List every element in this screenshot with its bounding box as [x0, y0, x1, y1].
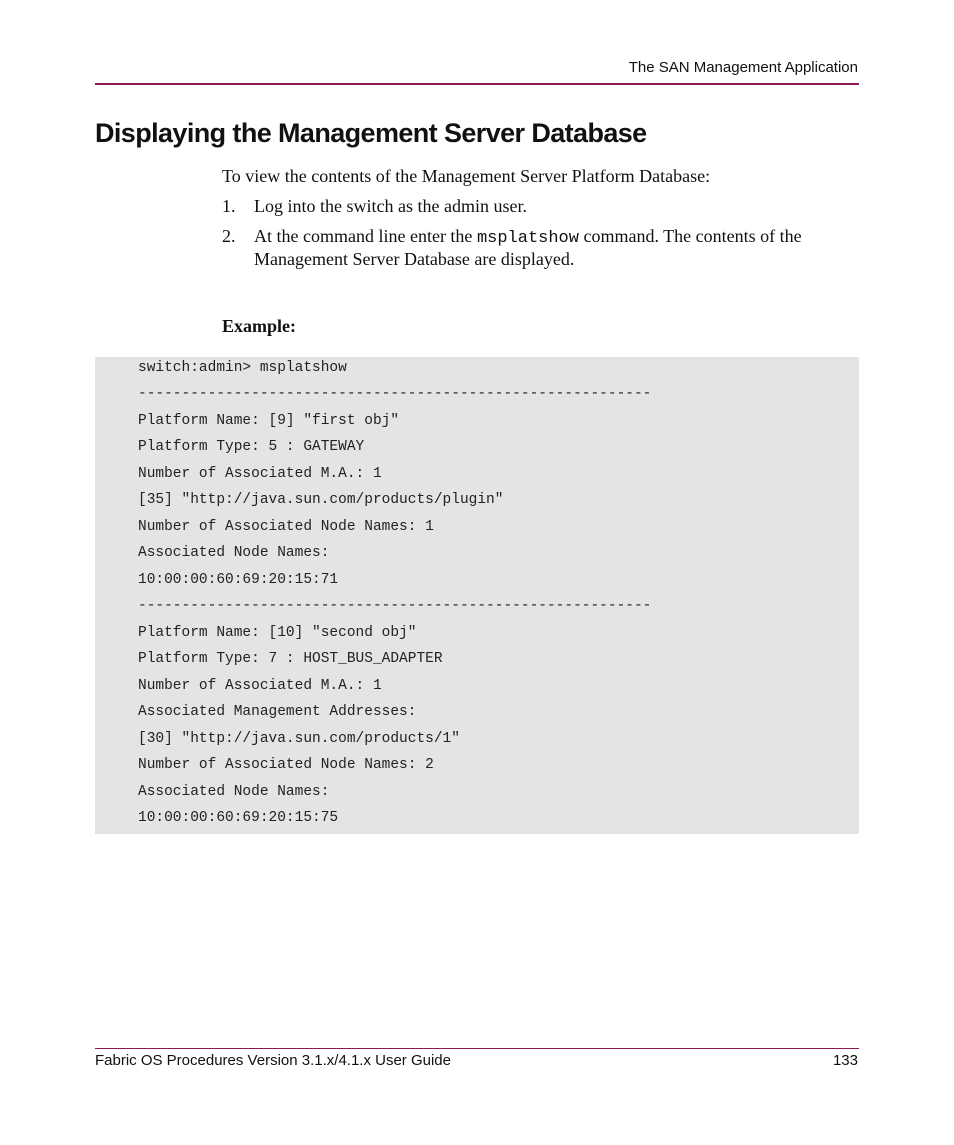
- step-text: Log into the switch as the admin user.: [254, 196, 527, 216]
- example-label: Example:: [222, 316, 296, 336]
- running-header: The SAN Management Application: [628, 59, 858, 76]
- intro-paragraph: To view the contents of the Management Server Platform Database:: [222, 166, 711, 186]
- code-line: Platform Name: [9] "first obj": [138, 413, 400, 429]
- header-rule: [95, 83, 859, 85]
- code-line: Number of Associated Node Names: 1: [138, 519, 434, 535]
- step-text-after: command. The contents of the Management Server Database are displayed.: [254, 226, 802, 269]
- code-line: [35] "http://java.sun.com/products/plugin": [138, 492, 504, 508]
- code-line: Associated Management Addresses:: [138, 704, 417, 720]
- code-line: -----------------------------------------------------------: [138, 386, 652, 402]
- code-line: Number of Associated M.A.: 1: [138, 678, 382, 694]
- code-line: Platform Name: [10] "second obj": [138, 625, 417, 641]
- code-line: Associated Node Names:: [138, 784, 330, 800]
- section-title: Displaying the Management Server Database: [95, 118, 647, 148]
- code-line: Number of Associated M.A.: 1: [138, 466, 382, 482]
- code-line: switch:admin> msplatshow: [138, 360, 347, 376]
- code-line: Number of Associated Node Names: 2: [138, 757, 434, 773]
- code-line: Platform Type: 5 : GATEWAY: [138, 439, 365, 455]
- command-name: msplatshow: [476, 229, 579, 248]
- step-1: [222, 196, 862, 217]
- step-text-before: At the command line enter the: [254, 226, 477, 246]
- code-line: 10:00:00:60:69:20:15:71: [138, 572, 339, 588]
- page-number: 133: [832, 1052, 858, 1069]
- step-number: 1.: [222, 196, 236, 216]
- code-line: 10:00:00:60:69:20:15:75: [138, 810, 339, 826]
- footer-guide-title: Fabric OS Procedures Version 3.1.x/4.1.x User Guide: [95, 1052, 451, 1069]
- footer-rule: [95, 1048, 859, 1049]
- code-line: [30] "http://java.sun.com/products/1": [138, 731, 460, 747]
- step-number: 2.: [222, 226, 236, 246]
- code-example: [95, 357, 859, 834]
- procedure-steps: [222, 196, 862, 279]
- code-line: -----------------------------------------------------------: [138, 598, 652, 614]
- code-line: Platform Type: 7 : HOST_BUS_ADAPTER: [138, 651, 443, 667]
- code-line: Associated Node Names:: [138, 545, 330, 561]
- step-2: [222, 226, 862, 270]
